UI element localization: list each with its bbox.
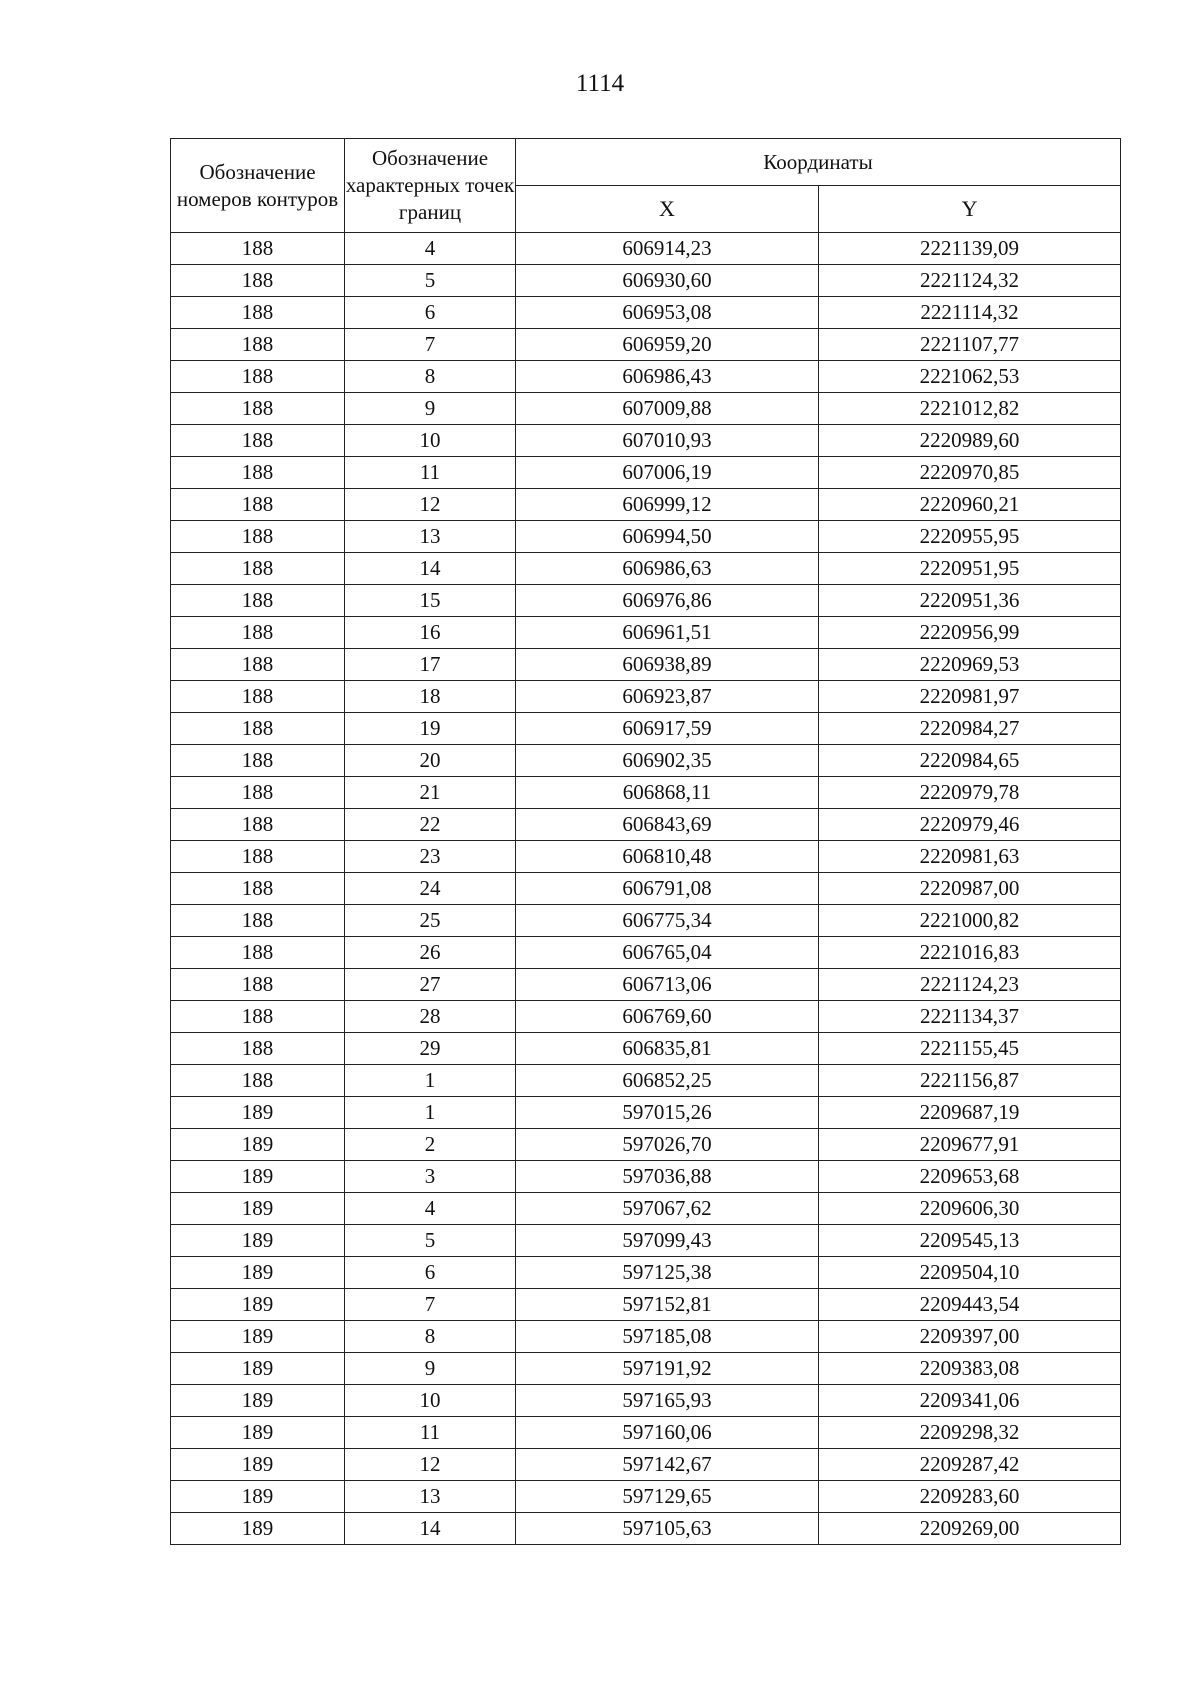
table-row [171,1417,1121,1449]
cell-x: 606938,89 [516,649,819,681]
cell-contour: 189 [171,1513,345,1545]
cell-contour: 189 [171,1161,345,1193]
cell-x: 607009,88 [516,393,819,425]
cell-contour: 189 [171,1481,345,1513]
cell-contour: 188 [171,585,345,617]
cell-x: 597165,93 [516,1385,819,1417]
cell-point: 13 [345,521,516,553]
table-row [171,1161,1121,1193]
cell-contour: 188 [171,937,345,969]
cell-x: 606775,34 [516,905,819,937]
cell-point: 3 [345,1161,516,1193]
cell-contour: 189 [171,1097,345,1129]
cell-contour: 188 [171,841,345,873]
header-x: X [516,186,819,233]
cell-point: 14 [345,553,516,585]
cell-y: 2221000,82 [819,905,1121,937]
table-row [171,361,1121,393]
cell-x: 597099,43 [516,1225,819,1257]
cell-y: 2221114,32 [819,297,1121,329]
cell-y: 2209287,42 [819,1449,1121,1481]
cell-point: 10 [345,425,516,457]
cell-point: 18 [345,681,516,713]
coordinates-table [170,138,1121,1545]
cell-y: 2221139,09 [819,233,1121,265]
table-row [171,329,1121,361]
cell-y: 2209653,68 [819,1161,1121,1193]
cell-contour: 189 [171,1385,345,1417]
table-row [171,937,1121,969]
cell-x: 606994,50 [516,521,819,553]
cell-point: 8 [345,361,516,393]
table-row [171,1481,1121,1513]
cell-x: 597160,06 [516,1417,819,1449]
cell-contour: 188 [171,809,345,841]
cell-contour: 188 [171,265,345,297]
cell-x: 606835,81 [516,1033,819,1065]
cell-point: 20 [345,745,516,777]
table-row [171,1321,1121,1353]
cell-y: 2209283,60 [819,1481,1121,1513]
cell-contour: 189 [171,1129,345,1161]
cell-point: 25 [345,905,516,937]
cell-point: 11 [345,457,516,489]
cell-x: 607010,93 [516,425,819,457]
cell-point: 8 [345,1321,516,1353]
cell-y: 2221062,53 [819,361,1121,393]
cell-point: 2 [345,1129,516,1161]
cell-x: 606999,12 [516,489,819,521]
table-row [171,489,1121,521]
table-row [171,649,1121,681]
cell-x: 606930,60 [516,265,819,297]
table-row [171,585,1121,617]
cell-contour: 188 [171,905,345,937]
cell-y: 2209677,91 [819,1129,1121,1161]
cell-point: 5 [345,265,516,297]
table-row [171,1065,1121,1097]
cell-y: 2209687,19 [819,1097,1121,1129]
cell-contour: 188 [171,553,345,585]
cell-x: 606843,69 [516,809,819,841]
cell-contour: 189 [171,1193,345,1225]
table-row [171,1001,1121,1033]
cell-y: 2220987,00 [819,873,1121,905]
cell-contour: 189 [171,1417,345,1449]
cell-point: 1 [345,1097,516,1129]
cell-contour: 189 [171,1225,345,1257]
table-row [171,425,1121,457]
cell-y: 2209504,10 [819,1257,1121,1289]
cell-point: 16 [345,617,516,649]
cell-point: 29 [345,1033,516,1065]
cell-contour: 188 [171,713,345,745]
cell-x: 597067,62 [516,1193,819,1225]
table-row [171,1129,1121,1161]
cell-point: 6 [345,297,516,329]
cell-y: 2220951,95 [819,553,1121,585]
table-row [171,393,1121,425]
cell-contour: 189 [171,1353,345,1385]
cell-contour: 188 [171,425,345,457]
cell-contour: 188 [171,681,345,713]
table-row [171,1193,1121,1225]
cell-point: 27 [345,969,516,1001]
cell-point: 12 [345,1449,516,1481]
cell-point: 7 [345,1289,516,1321]
cell-x: 606902,35 [516,745,819,777]
cell-x: 597191,92 [516,1353,819,1385]
cell-y: 2209383,08 [819,1353,1121,1385]
table-row [171,521,1121,553]
cell-contour: 188 [171,969,345,1001]
header-contour-numbers: Обозначение номеров контуров [171,139,345,233]
cell-x: 606852,25 [516,1065,819,1097]
cell-point: 4 [345,1193,516,1225]
cell-x: 606986,43 [516,361,819,393]
header-y: Y [819,186,1121,233]
cell-x: 597036,88 [516,1161,819,1193]
cell-point: 9 [345,393,516,425]
table-row [171,297,1121,329]
cell-x: 597152,81 [516,1289,819,1321]
cell-y: 2209606,30 [819,1193,1121,1225]
table-row [171,873,1121,905]
table-row [171,1257,1121,1289]
cell-y: 2220955,95 [819,521,1121,553]
cell-y: 2220969,53 [819,649,1121,681]
cell-point: 21 [345,777,516,809]
table-row [171,745,1121,777]
table-row [171,457,1121,489]
cell-point: 5 [345,1225,516,1257]
cell-contour: 189 [171,1289,345,1321]
cell-y: 2209269,00 [819,1513,1121,1545]
cell-y: 2209341,06 [819,1385,1121,1417]
cell-x: 606914,23 [516,233,819,265]
cell-y: 2221134,37 [819,1001,1121,1033]
cell-y: 2221012,82 [819,393,1121,425]
cell-contour: 189 [171,1321,345,1353]
cell-x: 606976,86 [516,585,819,617]
table-row [171,1289,1121,1321]
cell-point: 12 [345,489,516,521]
cell-x: 606959,20 [516,329,819,361]
cell-contour: 188 [171,777,345,809]
cell-point: 15 [345,585,516,617]
cell-x: 597105,63 [516,1513,819,1545]
cell-x: 606765,04 [516,937,819,969]
header-coordinates: Координаты [516,139,1121,186]
page-number: 1114 [575,70,625,97]
cell-point: 26 [345,937,516,969]
cell-contour: 188 [171,329,345,361]
cell-x: 597185,08 [516,1321,819,1353]
table-row [171,265,1121,297]
cell-y: 2209298,32 [819,1417,1121,1449]
cell-contour: 188 [171,1001,345,1033]
cell-y: 2221107,77 [819,329,1121,361]
cell-y: 2220984,65 [819,745,1121,777]
cell-point: 17 [345,649,516,681]
cell-y: 2220989,60 [819,425,1121,457]
table-row [171,1097,1121,1129]
cell-point: 6 [345,1257,516,1289]
cell-contour: 188 [171,745,345,777]
cell-contour: 188 [171,617,345,649]
cell-point: 23 [345,841,516,873]
cell-x: 607006,19 [516,457,819,489]
cell-contour: 188 [171,457,345,489]
cell-contour: 188 [171,489,345,521]
table-row [171,553,1121,585]
cell-x: 606986,63 [516,553,819,585]
cell-contour: 188 [171,393,345,425]
cell-contour: 188 [171,1033,345,1065]
cell-y: 2220981,63 [819,841,1121,873]
cell-y: 2220984,27 [819,713,1121,745]
cell-point: 19 [345,713,516,745]
cell-point: 7 [345,329,516,361]
cell-point: 10 [345,1385,516,1417]
cell-point: 28 [345,1001,516,1033]
cell-contour: 188 [171,1065,345,1097]
table-row [171,681,1121,713]
cell-y: 2220960,21 [819,489,1121,521]
cell-contour: 188 [171,297,345,329]
table-row [171,841,1121,873]
header-boundary-points: Обозначение характерных точек границ [345,139,516,233]
cell-contour: 188 [171,233,345,265]
cell-point: 1 [345,1065,516,1097]
cell-point: 4 [345,233,516,265]
cell-x: 597125,38 [516,1257,819,1289]
table-row [171,809,1121,841]
table-header [171,139,1121,233]
cell-point: 9 [345,1353,516,1385]
cell-y: 2221124,23 [819,969,1121,1001]
table-row [171,1225,1121,1257]
cell-x: 597015,26 [516,1097,819,1129]
table-row [171,969,1121,1001]
cell-y: 2220979,46 [819,809,1121,841]
cell-x: 606953,08 [516,297,819,329]
cell-y: 2220951,36 [819,585,1121,617]
cell-x: 606791,08 [516,873,819,905]
cell-y: 2220981,97 [819,681,1121,713]
cell-x: 606961,51 [516,617,819,649]
cell-y: 2220970,85 [819,457,1121,489]
cell-y: 2209545,13 [819,1225,1121,1257]
table-row [171,777,1121,809]
cell-contour: 188 [171,361,345,393]
cell-point: 14 [345,1513,516,1545]
cell-x: 597026,70 [516,1129,819,1161]
cell-contour: 188 [171,521,345,553]
cell-y: 2220956,99 [819,617,1121,649]
table-row [171,1449,1121,1481]
table-row [171,905,1121,937]
table-row [171,1385,1121,1417]
cell-x: 597142,67 [516,1449,819,1481]
cell-contour: 188 [171,649,345,681]
cell-y: 2221124,32 [819,265,1121,297]
cell-point: 11 [345,1417,516,1449]
cell-y: 2209443,54 [819,1289,1121,1321]
table-row [171,713,1121,745]
cell-x: 606923,87 [516,681,819,713]
cell-point: 22 [345,809,516,841]
cell-contour: 188 [171,873,345,905]
cell-x: 606917,59 [516,713,819,745]
table-row [171,1353,1121,1385]
cell-contour: 189 [171,1449,345,1481]
cell-x: 606810,48 [516,841,819,873]
table-row [171,617,1121,649]
table-row [171,1033,1121,1065]
cell-x: 606713,06 [516,969,819,1001]
table-row [171,1513,1121,1545]
cell-y: 2209397,00 [819,1321,1121,1353]
cell-y: 2221016,83 [819,937,1121,969]
cell-x: 606868,11 [516,777,819,809]
table-body [171,233,1121,1545]
cell-x: 597129,65 [516,1481,819,1513]
cell-y: 2220979,78 [819,777,1121,809]
cell-y: 2221156,87 [819,1065,1121,1097]
cell-point: 24 [345,873,516,905]
cell-y: 2221155,45 [819,1033,1121,1065]
table-row [171,233,1121,265]
cell-x: 606769,60 [516,1001,819,1033]
cell-point: 13 [345,1481,516,1513]
cell-contour: 189 [171,1257,345,1289]
